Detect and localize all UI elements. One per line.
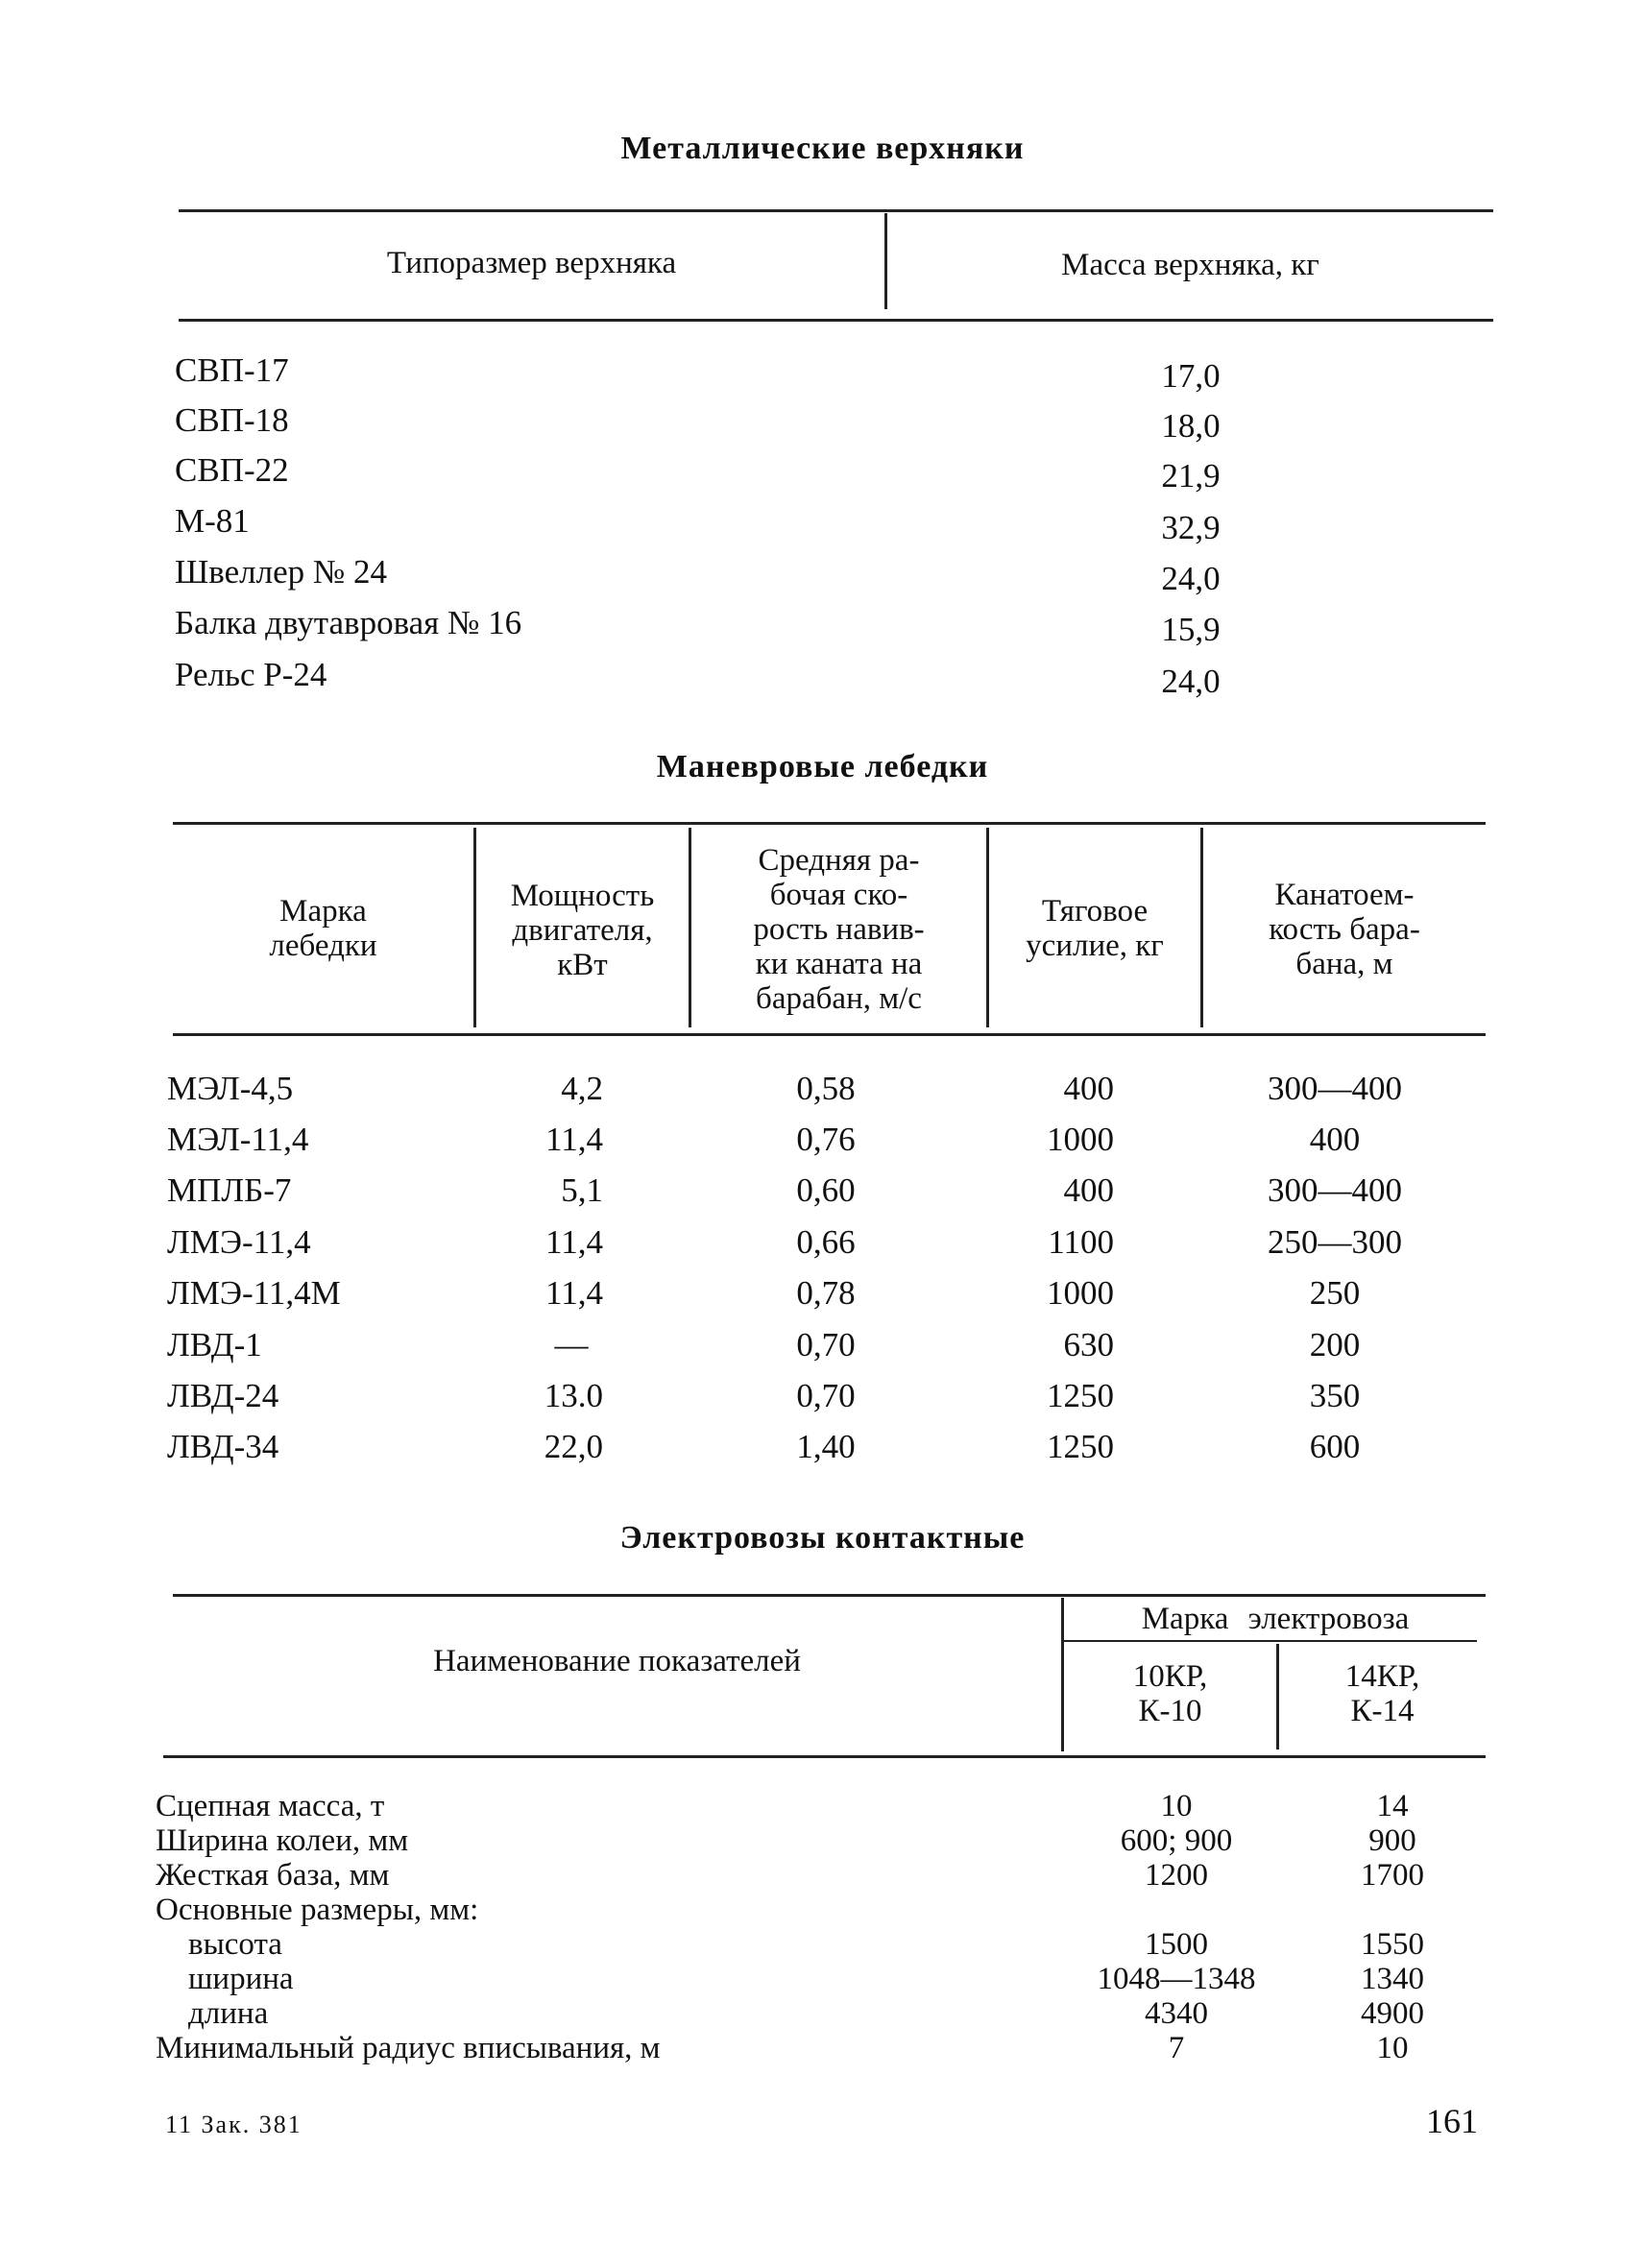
table-cell: 1700 xyxy=(1361,1858,1424,1893)
table-cell: 0,78 xyxy=(796,1274,856,1312)
table-cell: 1,40 xyxy=(796,1428,856,1465)
table-cell: 0,66 xyxy=(796,1223,856,1261)
header-line: К-14 xyxy=(1350,1694,1415,1728)
table-cell: 10 xyxy=(1376,2031,1409,2065)
table-cell: 1048—1348 xyxy=(1097,1962,1256,1996)
header-line: Средняя ра- xyxy=(758,843,920,878)
table-cell: МЭЛ-4,5 xyxy=(167,1070,294,1107)
column-header-motor-power xyxy=(476,879,689,982)
table-cell: Основные размеры, мм: xyxy=(156,1893,479,1927)
table-cell: 1000 xyxy=(1047,1121,1114,1158)
column-header-traction-force xyxy=(989,894,1200,963)
table-cell: 1200 xyxy=(1145,1858,1208,1893)
header-line: бочая ско- xyxy=(769,878,908,912)
header-line: рость навив- xyxy=(753,912,925,947)
header-line: 14КР, xyxy=(1344,1659,1420,1694)
table-cell: СВП-17 xyxy=(175,351,289,389)
header-line: бана, м xyxy=(1295,947,1393,981)
table-cell: 24,0 xyxy=(1161,560,1221,597)
table-top-rule xyxy=(173,822,1486,825)
header-line: Тяговое xyxy=(1041,894,1149,929)
table-cell: 11,4 xyxy=(545,1121,603,1158)
table-cell: 0,70 xyxy=(796,1377,856,1414)
table-cell: 250 xyxy=(1309,1274,1361,1312)
table-cell: 1250 xyxy=(1047,1377,1114,1414)
table-cell: ЛВД-24 xyxy=(167,1377,279,1414)
table-cell: СВП-18 xyxy=(175,401,289,439)
table-cell: 11,4 xyxy=(545,1274,603,1312)
table-cell: СВП-22 xyxy=(175,451,289,489)
table-cell: Швеллер № 24 xyxy=(175,553,388,591)
table-cell: 900 xyxy=(1368,1823,1416,1858)
table-cell: 1000 xyxy=(1047,1274,1114,1312)
header-line: лебедки xyxy=(269,929,377,963)
header-line: двигателя, xyxy=(512,913,653,948)
table-cell: 4340 xyxy=(1145,1996,1208,2031)
header-line: 10КР, xyxy=(1132,1659,1208,1694)
table-cell: 600; 900 xyxy=(1120,1823,1233,1858)
table-cell: ЛВД-34 xyxy=(167,1428,279,1465)
column-header: Масса верхняка, кг xyxy=(1061,248,1319,282)
column-header-parameter: Наименование показателей xyxy=(433,1644,801,1678)
table-cell: 18,0 xyxy=(1161,407,1221,445)
table-cell: 17,0 xyxy=(1161,357,1221,395)
header-line: Канатоем- xyxy=(1274,878,1415,912)
table-cell: Сцепная масса, т xyxy=(156,1789,385,1823)
table-cell: 0,76 xyxy=(796,1121,856,1158)
header-line: ки каната на xyxy=(755,947,923,981)
column-header-model-1 xyxy=(1064,1659,1276,1728)
table-cell: МПЛБ-7 xyxy=(167,1171,292,1209)
header-line: кВт xyxy=(557,948,608,982)
table-cell: Ширина колеи, мм xyxy=(156,1823,409,1858)
table-cell: ширина xyxy=(188,1962,294,1996)
header-line: К-10 xyxy=(1138,1694,1202,1728)
table-cell: 300—400 xyxy=(1268,1171,1402,1209)
table-cell: 11,4 xyxy=(545,1223,603,1261)
table-cell: Балка двутавровая № 16 xyxy=(175,604,522,641)
table-cell: 24,0 xyxy=(1161,663,1221,700)
table-cell: 1250 xyxy=(1047,1428,1114,1465)
table-cell: 250—300 xyxy=(1268,1223,1402,1261)
header-bottom-rule xyxy=(173,1033,1486,1036)
column-header-model-2 xyxy=(1279,1659,1486,1728)
header-line: барабан, м/с xyxy=(756,981,922,1016)
header-line: кость бара- xyxy=(1269,912,1420,947)
table-cell: 400 xyxy=(1063,1070,1114,1107)
table-cell: 21,9 xyxy=(1161,457,1221,495)
header-bottom-rule xyxy=(163,1755,1486,1758)
table-cell: 14 xyxy=(1376,1789,1409,1823)
footer-order-number: 11 Зак. 381 xyxy=(165,2111,302,2138)
table-cell: 1500 xyxy=(1145,1927,1208,1962)
table-cell: 200 xyxy=(1309,1326,1361,1363)
page-number: 161 xyxy=(1426,2102,1478,2140)
table-cell: 5,1 xyxy=(561,1171,603,1209)
table-cell: 4,2 xyxy=(561,1070,603,1107)
section-title-metal-caps: Металлические верхняки xyxy=(620,131,1025,166)
table-cell: 300—400 xyxy=(1268,1070,1402,1107)
header-line: Мощность xyxy=(510,879,655,913)
table-cell: 15,9 xyxy=(1161,611,1221,648)
subheader-rule xyxy=(1064,1640,1477,1642)
table-top-rule xyxy=(179,209,1493,212)
column-header-rope-capacity xyxy=(1203,878,1486,981)
table-cell: МЭЛ-11,4 xyxy=(167,1121,309,1158)
table-cell: 1340 xyxy=(1361,1962,1424,1996)
table-cell: 10 xyxy=(1160,1789,1193,1823)
table-cell: ЛВД-1 xyxy=(167,1326,262,1363)
table-cell: 350 xyxy=(1309,1377,1361,1414)
table-cell: ЛМЭ-11,4М xyxy=(167,1274,341,1312)
header-line: усилие, кг xyxy=(1026,929,1164,963)
header-bottom-rule xyxy=(179,319,1493,322)
section-title-locomotives: Электровозы контактные xyxy=(619,1520,1026,1556)
table-cell: 0,60 xyxy=(796,1171,856,1209)
table-cell: 13.0 xyxy=(544,1377,603,1414)
table-cell: 7 xyxy=(1168,2031,1185,2065)
column-header-winding-speed xyxy=(691,843,986,1016)
table-top-rule xyxy=(173,1594,1486,1597)
column-header-winch-brand xyxy=(173,894,473,963)
section-title-winches: Маневровые лебедки xyxy=(656,749,989,784)
table-cell: 0,70 xyxy=(796,1326,856,1363)
table-cell: 1100 xyxy=(1048,1223,1114,1261)
table-cell: 32,9 xyxy=(1161,509,1221,546)
table-cell: 4900 xyxy=(1361,1996,1424,2031)
table-cell: 22,0 xyxy=(544,1428,603,1465)
table-cell: 630 xyxy=(1063,1326,1114,1363)
table-cell: Минимальный радиус вписывания, м xyxy=(156,2031,661,2065)
table-cell: Рельс Р-24 xyxy=(175,656,327,693)
table-cell: ЛМЭ-11,4 xyxy=(167,1223,311,1261)
table-cell: М-81 xyxy=(175,502,250,540)
table-cell: Жесткая база, мм xyxy=(156,1858,390,1893)
table-cell: 600 xyxy=(1309,1428,1361,1465)
table-cell: — xyxy=(554,1326,589,1363)
column-header: Типоразмер верхняка xyxy=(386,246,677,280)
table-cell: высота xyxy=(188,1927,282,1962)
table-cell: 1550 xyxy=(1361,1927,1424,1962)
table-cell: 400 xyxy=(1309,1121,1361,1158)
table-cell: длина xyxy=(188,1996,269,2031)
table-cell: 0,58 xyxy=(796,1070,856,1107)
table-cell: 400 xyxy=(1063,1171,1114,1209)
column-header-locomotive-brand: Марка электровоза xyxy=(1141,1602,1410,1636)
header-line: Марка xyxy=(279,894,367,929)
